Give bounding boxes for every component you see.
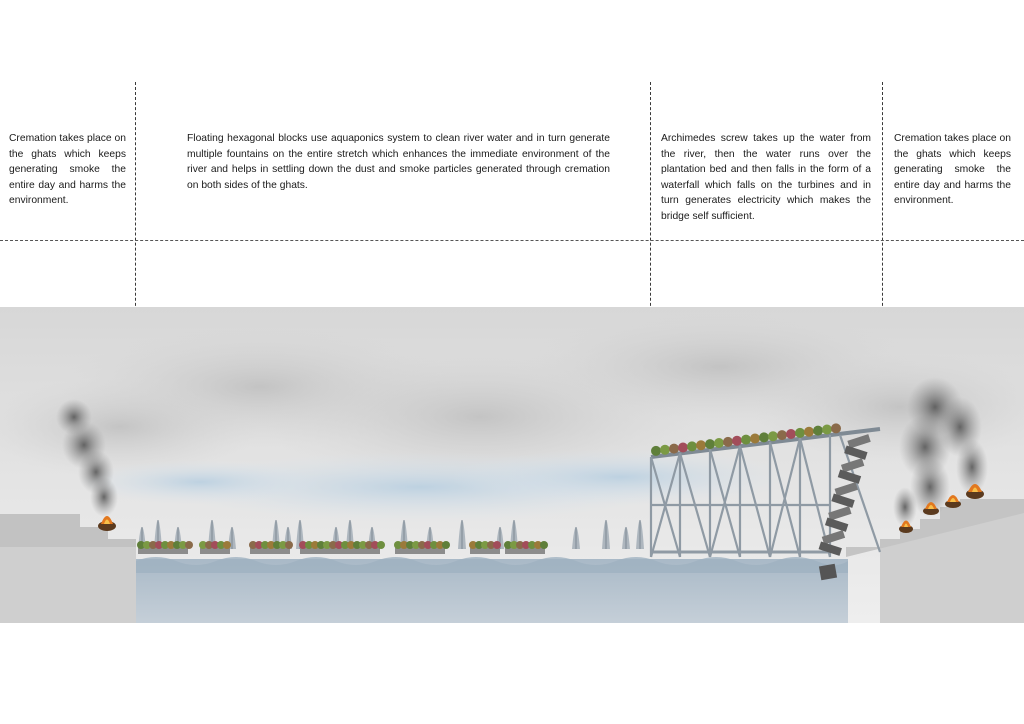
hexagonal-block-cluster bbox=[504, 541, 548, 554]
hexagonal-block-cluster bbox=[249, 541, 293, 554]
turbine-housing bbox=[819, 564, 837, 581]
hexagonal-block-cluster bbox=[394, 541, 450, 554]
hexagonal-block-cluster bbox=[199, 541, 231, 554]
caption-right-ghat-cremation: Cremation takes place on the ghats which keeps generating smoke the entire day and harms the environment. bbox=[894, 133, 1011, 207]
caption-left-ghat-cremation: Cremation takes place on the ghats which keeps generating smoke the entire day and harms the environment. bbox=[9, 133, 126, 207]
caption-baseline-divider bbox=[0, 240, 1024, 241]
hexagonal-block-cluster bbox=[299, 541, 385, 554]
hexagonal-block-cluster bbox=[137, 541, 193, 554]
caption-floating-hexagonal-blocks: Floating hexagonal blocks use aquaponics system to clean river water and in turn generate multiple fountains on the entire stretch which enhances the immediate environment of the river and helps in settling down the dust and smoke particles generated through cremation on both sides of the ghats. bbox=[187, 133, 610, 191]
caption-archimedes-screw: Archimedes screw takes up the water from the river, then the water runs over the plantation bed and then falls in the form of a waterfall which falls on the turbines and in turn generates electricity which makes the bridge self sufficient. bbox=[661, 133, 871, 222]
hexagonal-block-cluster bbox=[469, 541, 501, 554]
river-section-illustration bbox=[0, 307, 1024, 623]
